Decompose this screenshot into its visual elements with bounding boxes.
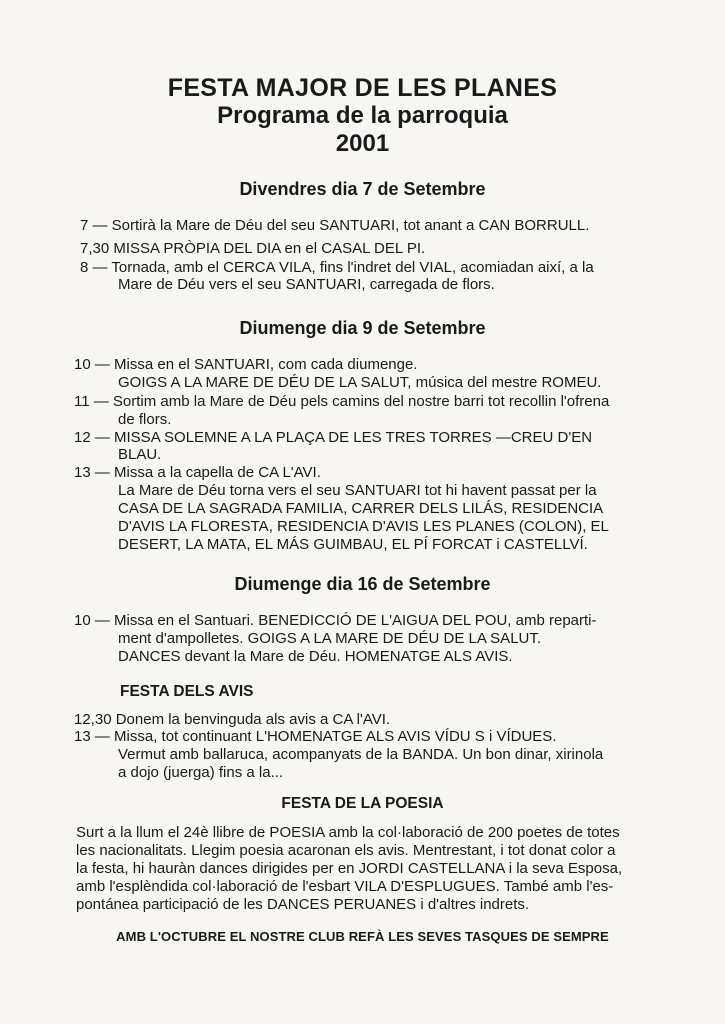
schedule-line: a dojo (juerga) fins a la... xyxy=(118,764,284,781)
page-subtitle: Programa de la parroquia xyxy=(217,102,508,129)
schedule-line: GOIGS A LA MARE DE DÉU DE LA SALUT, música del mestre ROMEU. xyxy=(118,374,602,391)
schedule-line: CASA DE LA SAGRADA FAMILIA, CARRER DELS LILÁS, RESIDENCIA xyxy=(118,500,604,517)
schedule-line: 12 — MISSA SOLEMNE A LA PLAÇA DE LES TRES TORRES —CREU D'EN xyxy=(74,429,593,446)
schedule-line: Mare de Déu vers el seu SANTUARI, carregada de flors. xyxy=(118,276,495,293)
paragraph-line: les nacionalitats. Llegim poesia acaronan els avis. Mentrestant, i tot donat color a xyxy=(76,842,616,859)
schedule-line: de flors. xyxy=(118,411,172,428)
schedule-line: ment d'ampolletes. GOIGS A LA MARE DE DÉU DE LA SALUT. xyxy=(118,630,542,647)
schedule-line: Vermut amb ballaruca, acompanyats de la BANDA. Un bon dinar, xirinola xyxy=(118,746,604,763)
schedule-line: DESERT, LA MATA, EL MÁS GUIMBAU, EL PÍ FORCAT i CASTELLVÍ. xyxy=(118,536,588,553)
section-heading-avis: FESTA DELS AVIS xyxy=(120,683,254,700)
schedule-line: 7 — Sortirà la Mare de Déu del seu SANTUARI, tot anant a CAN BORRULL. xyxy=(80,217,590,234)
paragraph-line: pontánea participació de les DANCES PERUANES i d'altres indrets. xyxy=(76,896,530,913)
schedule-line: 13 — Missa a la capella de CA L'AVI. xyxy=(74,464,321,481)
schedule-line: DANCES devant la Mare de Déu. HOMENATGE ALS AVIS. xyxy=(118,648,513,665)
section-heading-poesia: FESTA DE LA POESIA xyxy=(281,795,444,812)
section-heading-sunday-9: Diumenge dia 9 de Setembre xyxy=(239,318,486,338)
schedule-line: D'AVIS LA FLORESTA, RESIDENCIA D'AVIS LES PLANES (COLON), EL xyxy=(118,518,609,535)
section-heading-friday: Divendres dia 7 de Setembre xyxy=(239,179,486,199)
closing-note: AMB L'OCTUBRE EL NOSTRE CLUB REFÀ LES SEVES TASQUES DE SEMPRE xyxy=(116,929,609,944)
paragraph-line: la festa, hi hauràn dances dirigides per en JORDI CASTELLANA i la seva Esposa, xyxy=(76,860,623,877)
schedule-line: 10 — Missa en el SANTUARI, com cada diumenge. xyxy=(74,356,418,373)
schedule-line: 11 — Sortim amb la Mare de Déu pels camins del nostre barri tot recollin l'ofrena xyxy=(74,393,610,410)
page-year: 2001 xyxy=(335,130,390,157)
paragraph-line: amb l'esplèndida col·laboració de l'esbart VILA D'ESPLUGUES. També amb l'es- xyxy=(76,878,614,895)
schedule-line: BLAU. xyxy=(118,446,162,463)
section-heading-sunday-16: Diumenge dia 16 de Setembre xyxy=(234,574,491,594)
schedule-line: 8 — Tornada, amb el CERCA VILA, fins l'indret del VIAL, acomiadan així, a la xyxy=(80,259,594,276)
schedule-line: 12,30 Donem la benvinguda als avis a CA l'AVI. xyxy=(74,711,391,728)
schedule-line: 13 — Missa, tot continuant L'HOMENATGE ALS AVIS VÍDU S i VÍDUES. xyxy=(74,728,557,745)
schedule-line: La Mare de Déu torna vers el seu SANTUARI tot hi havent passat per la xyxy=(118,482,597,499)
paragraph-line: Surt a la llum el 24è llibre de POESIA amb la col·laboració de 200 poetes de totes xyxy=(76,824,620,841)
schedule-line: 10 — Missa en el Santuari. BENEDICCIÓ DE L'AIGUA DEL POU, amb reparti- xyxy=(74,612,597,629)
page-title: FESTA MAJOR DE LES PLANES xyxy=(167,74,558,102)
schedule-line: 7,30 MISSA PRÒPIA DEL DIA en el CASAL DEL PI. xyxy=(80,240,426,257)
